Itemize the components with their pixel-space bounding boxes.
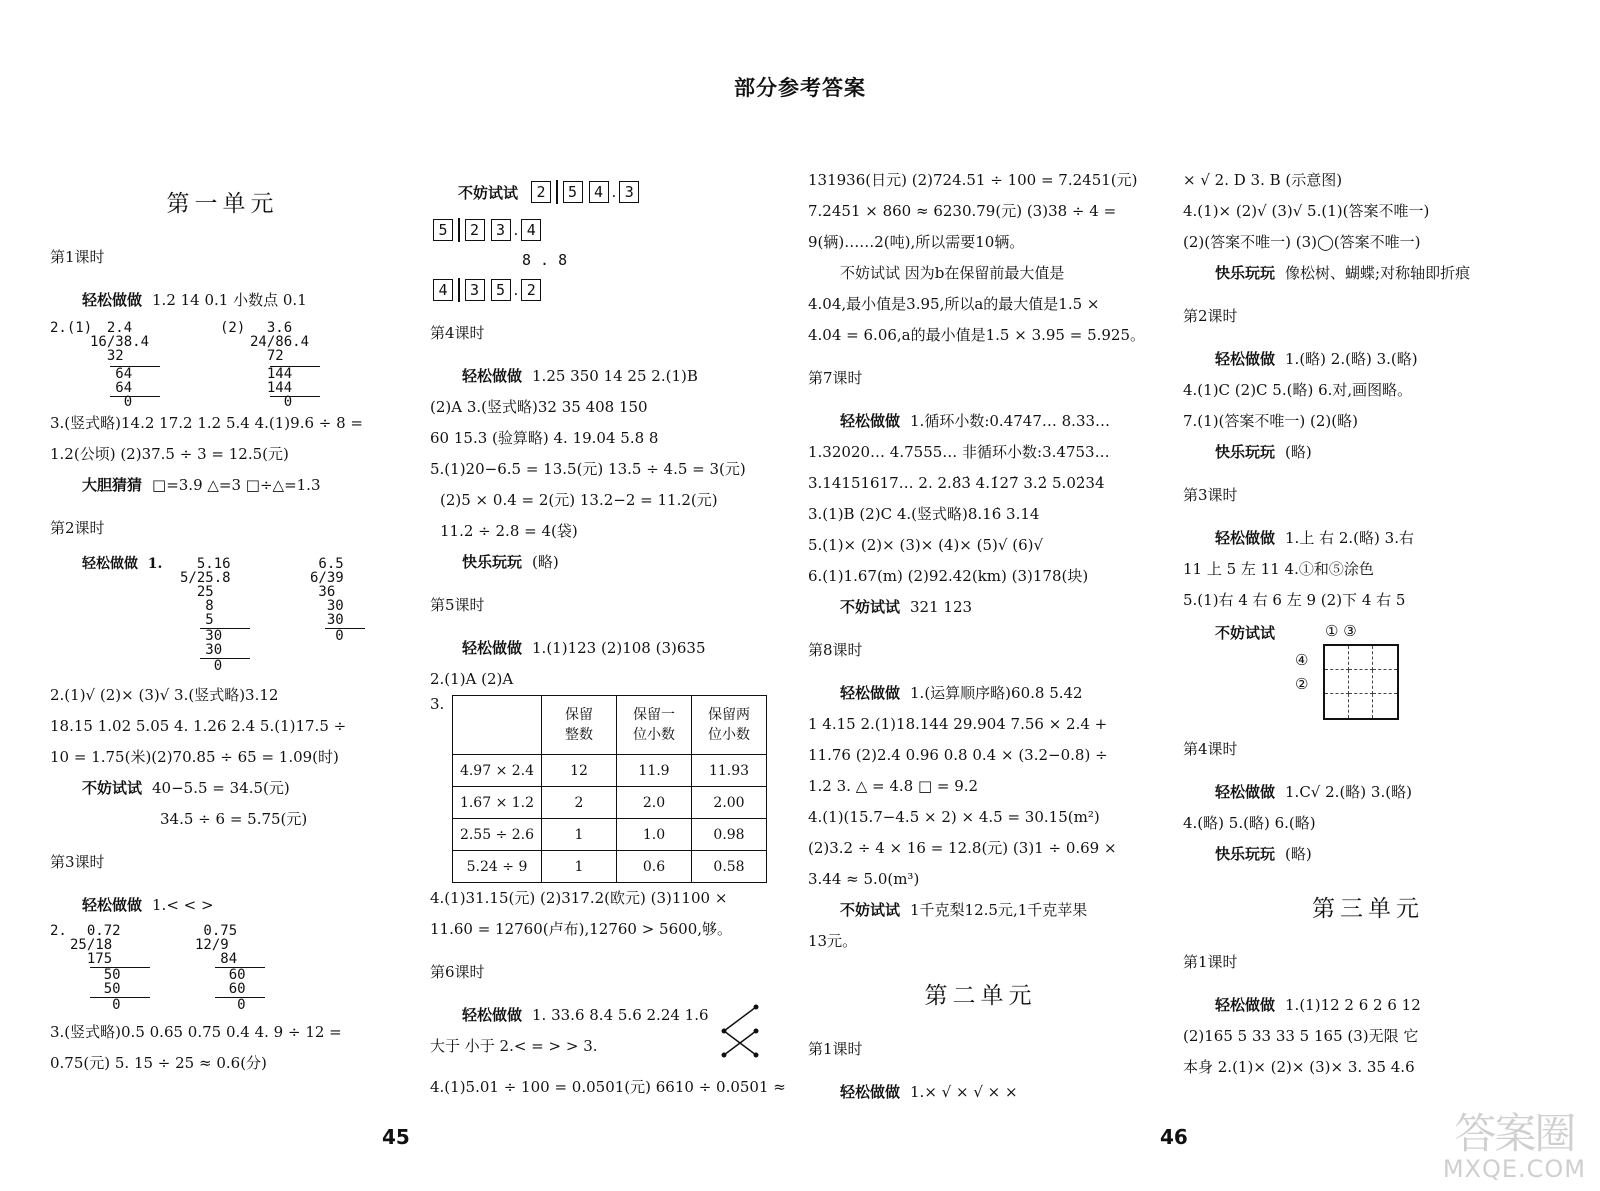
answer-line: 快乐玩玩 (略): [1215, 443, 1312, 461]
answer-line: × √ 2. D 3. B (示意图): [1183, 171, 1343, 189]
answer-line: 4.04,最小值是3.95,所以a的最大值是1.5 ×: [808, 295, 1100, 313]
answer-line: 4.(1)C (2)C 5.(略) 6.对,画图略。: [1183, 381, 1413, 399]
lesson-heading: 第3课时: [1183, 486, 1238, 504]
answer-line: 13元。: [808, 932, 858, 950]
box-quotient: 8 . 8: [522, 251, 568, 269]
answer-line: 60 15.3 (验算略) 4. 19.04 5.8 8: [430, 429, 659, 447]
answer-line: 1.32020… 4.7555… 非循环小数:3.4753…: [808, 443, 1110, 461]
lesson-heading: 第6课时: [430, 963, 485, 981]
lesson-heading: 第2课时: [1183, 307, 1238, 325]
answer-line: 4.(1)(15.7−4.5 × 2) × 4.5 = 30.15(m²): [808, 808, 1100, 826]
answer-line: 18.15 1.02 5.05 4. 1.26 2.4 5.(1)17.5 ÷: [50, 717, 347, 735]
watermark-logo: 答案圈: [1454, 1109, 1575, 1158]
dotted-grid: [1323, 644, 1399, 720]
answer-line: 10 = 1.75(米)(2)70.85 ÷ 65 = 1.09(时): [50, 748, 339, 766]
answer-line: 轻松做做 1.(运算顺序略)60.8 5.42: [840, 684, 1083, 702]
column-2: [430, 170, 786, 1103]
answer-line: 轻松做做 1.(1)12 2 6 2 6 12: [1215, 996, 1421, 1014]
answer-line: 不妨试试 因为b在保留前最大值是: [840, 264, 1065, 282]
answer-line: 0.75(元) 5. 15 ÷ 25 ≈ 0.6(分): [50, 1054, 267, 1072]
answer-line: 3.(竖式略)0.5 0.65 0.75 0.4 4. 9 ÷ 12 =: [50, 1023, 342, 1041]
answer-line: 轻松做做 1.× √ × √ × ×: [840, 1083, 1018, 1101]
answer-line: 3.44 ≈ 5.0(m³): [808, 870, 920, 888]
lesson-heading: 第8课时: [808, 641, 863, 659]
answer-line: (2)A 3.(竖式略)32 35 408 150: [430, 398, 648, 416]
answer-line: 4.04 = 6.06,a的最小值是1.5 × 3.95 = 5.925。: [808, 326, 1146, 344]
answer-line: 轻松做做 1.< < >: [82, 896, 214, 914]
grid-side-labels: ④ ②: [1295, 651, 1309, 693]
rounding-table-block: 3. 保留 整数 保留一 位小数 保留两 位小数 4.97 × 2.4 12 11.9 11.93 1.67 × 1.2 2 2.0 2.00 2.55 ÷ 2.6 1 1.0 0.98 5.24 ÷ 9 1 0.6 0.58: [430, 695, 775, 883]
answer-line: 轻松做做 1.(1)123 (2)108 (3)635: [462, 639, 706, 657]
watermark: [1442, 1109, 1586, 1183]
answer-line: 本身 2.(1)× (2)× (3)× 3. 35 4.6: [1183, 1058, 1415, 1076]
answer-line: 5.(1)× (2)× (3)× (4)× (5)√ (6)√: [808, 536, 1044, 554]
box-division-row: 4 3 5 . 2: [430, 274, 775, 306]
answer-line: 轻松做做 1.(略) 2.(略) 3.(略): [1215, 350, 1418, 368]
box-division-row: 不妨试试 2 5 4 . 3: [430, 176, 775, 208]
answer-line: (2)(答案不唯一) (3)◯(答案不唯一): [1183, 233, 1421, 251]
answer-line: 轻松做做 1.2 14 0.1 小数点 0.1: [82, 291, 307, 309]
answer-line: 4.(1)× (2)√ (3)√ 5.(1)(答案不唯一): [1183, 202, 1430, 220]
answer-line: 不妨试试 321 123: [840, 598, 973, 616]
lesson-heading: 第1课时: [1183, 953, 1238, 971]
answer-line: (2)5 × 0.4 = 2(元) 13.2−2 = 11.2(元): [440, 491, 718, 509]
lesson-heading: 第2课时: [50, 519, 105, 537]
answer-line: 1.2 3. △ = 4.8 □ = 9.2: [808, 777, 979, 795]
answer-line: 大于 小于 2.< = > > 3.: [430, 1031, 775, 1062]
answer-line: (2)165 5 33 33 5 165 (3)无限 它: [1183, 1027, 1419, 1045]
grid-top-labels: ① ③: [1325, 622, 1357, 640]
page-title: 部分参考答案: [734, 75, 866, 100]
lesson-heading: 第5课时: [430, 596, 485, 614]
page-number-right: 46: [1160, 1125, 1188, 1149]
answer-line: 9(辆)……2(吨),所以需要10辆。: [808, 233, 1025, 251]
answer-line: 轻松做做 1.循环小数:0.4747… 8.33…: [840, 412, 1111, 430]
answer-line: 7.(1)(答案不唯一) (2)(略): [1183, 412, 1358, 430]
answer-line: 4.(1)31.15(元) (2)317.2(欧元) (3)1100 ×: [430, 889, 728, 907]
answer-line: 3.14151617… 2. 2.8̇3̇ 4.1̇27̇ 3.2̇ 5.02̇34̇: [808, 474, 1105, 492]
long-division-pair: 2. 0.72 25/18 175 50 50 0 0.75 12/9 84 60 60 0: [50, 921, 380, 1017]
lesson-heading: 第1课时: [50, 248, 105, 266]
grid-exercise: 不妨试试 ① ③ ④ ②: [1183, 622, 1553, 722]
column-1: [50, 165, 395, 1079]
lesson-heading: 第1课时: [808, 1040, 863, 1058]
answer-line: 轻松做做 1. 33.6 8.4 5.6 2.24 1.6: [462, 1006, 709, 1024]
answer-line: 不妨试试 1千克梨12.5元,1千克苹果: [840, 901, 1088, 919]
answer-line: 4.(略) 5.(略) 6.(略): [1183, 814, 1316, 832]
answer-line: 11.60 = 12760(卢布),12760 > 5600,够。: [430, 920, 732, 938]
unit-heading: 第二单元: [924, 983, 1037, 1009]
long-division-pair: 轻松做做 1. 5.16 5/25.8 25 8 5 30 30 0 6.5 6/39 36 30 30 0: [50, 556, 380, 680]
answer-line: 轻松做做 1.C√ 2.(略) 3.(略): [1215, 783, 1412, 801]
answer-line: 轻松做做 1.上 右 2.(略) 3.右: [1215, 529, 1414, 547]
answer-line: 大胆猜猜 □=3.9 △=3 □÷△=1.3: [82, 476, 321, 494]
answer-line: 34.5 ÷ 6 = 5.75(元): [160, 810, 308, 828]
lesson-heading: 第4课时: [1183, 740, 1238, 758]
answer-line: 1 4.15 2.(1)18.144 29.904 7.56 × 2.4 +: [808, 715, 1108, 733]
rounding-table: 保留 整数 保留一 位小数 保留两 位小数 4.97 × 2.4 12 11.9 11.93 1.67 × 1.2 2 2.0 2.00 2.55 ÷ 2.6 1 1.0 0.98 5.24 ÷ 9 1 0.6 0.58: [452, 695, 767, 883]
answer-line: (2)3.2 ÷ 4 × 16 = 12.8(元) (3)1 ÷ 0.69 ×: [808, 839, 1117, 857]
answer-line: 11.2 ÷ 2.8 = 4(袋): [440, 522, 578, 540]
column-3: [808, 165, 1153, 1108]
column-4: [1183, 165, 1553, 1083]
answer-line: 2.(1)√ (2)× (3)√ 3.(竖式略)3.12: [50, 686, 279, 704]
answer-line: 不妨试试 40−5.5 = 34.5(元): [82, 779, 290, 797]
answer-line: 6.(1)1.67(m) (2)92.42(km) (3)178(块): [808, 567, 1089, 585]
answer-line: 快乐玩玩 (略): [1215, 845, 1312, 863]
answer-line: 11.76 (2)2.4 0.96 0.8 0.4 × (3.2−0.8) ÷: [808, 746, 1108, 764]
answer-line: 轻松做做 1.25 350 14 25 2.(1)B: [462, 367, 698, 385]
answer-line: 快乐玩玩 (略): [462, 553, 559, 571]
answer-line: 5.(1)右 4 右 6 左 9 (2)下 4 右 5: [1183, 591, 1406, 609]
unit-heading: 第一单元: [166, 191, 279, 217]
answer-line: 1.2(公顷) (2)37.5 ÷ 3 = 12.5(元): [50, 445, 289, 463]
watermark-url: MXQE.COM: [1442, 1155, 1586, 1183]
lesson-heading: 第4课时: [430, 324, 485, 342]
lesson-heading: 第7课时: [808, 369, 863, 387]
lesson-heading: 第3课时: [50, 853, 105, 871]
answer-line: 3.(竖式略)14.2 17.2 1.2 5.4 4.(1)9.6 ÷ 8 =: [50, 414, 363, 432]
answer-line: 3.(1)B (2)C 4.(竖式略)8.16̇ 3.14: [808, 505, 1040, 523]
answer-line: 快乐玩玩 像松树、蝴蝶;对称轴即折痕: [1215, 264, 1471, 282]
answer-line: 11 上 5 左 11 4.①和⑤涂色: [1183, 560, 1374, 578]
answer-line: 5.(1)20−6.5 = 13.5(元) 13.5 ÷ 4.5 = 3(元): [430, 460, 746, 478]
page-number-left: 45: [382, 1125, 410, 1149]
matching-lines-diagram: [718, 1001, 763, 1073]
long-division-pair: 2.(1) 2.4 16/38.4 32 64 64 0 (2) 3.6 24/86.4 72 144 144 0: [50, 316, 380, 408]
answer-line: 4.(1)5.01 ÷ 100 = 0.0501(元) 6610 ÷ 0.0501 ≈: [430, 1078, 786, 1096]
unit-heading: 第三单元: [1312, 896, 1424, 922]
box-division-row: 5 2 3 . 4: [430, 214, 775, 246]
answer-line: 7.2451 × 860 ≈ 6230.79(元) (3)38 ÷ 4 =: [808, 202, 1117, 220]
answer-line: 2.(1)A (2)A: [430, 670, 514, 688]
answer-line: 131936(日元) (2)724.51 ÷ 100 = 7.2451(元): [808, 171, 1138, 189]
